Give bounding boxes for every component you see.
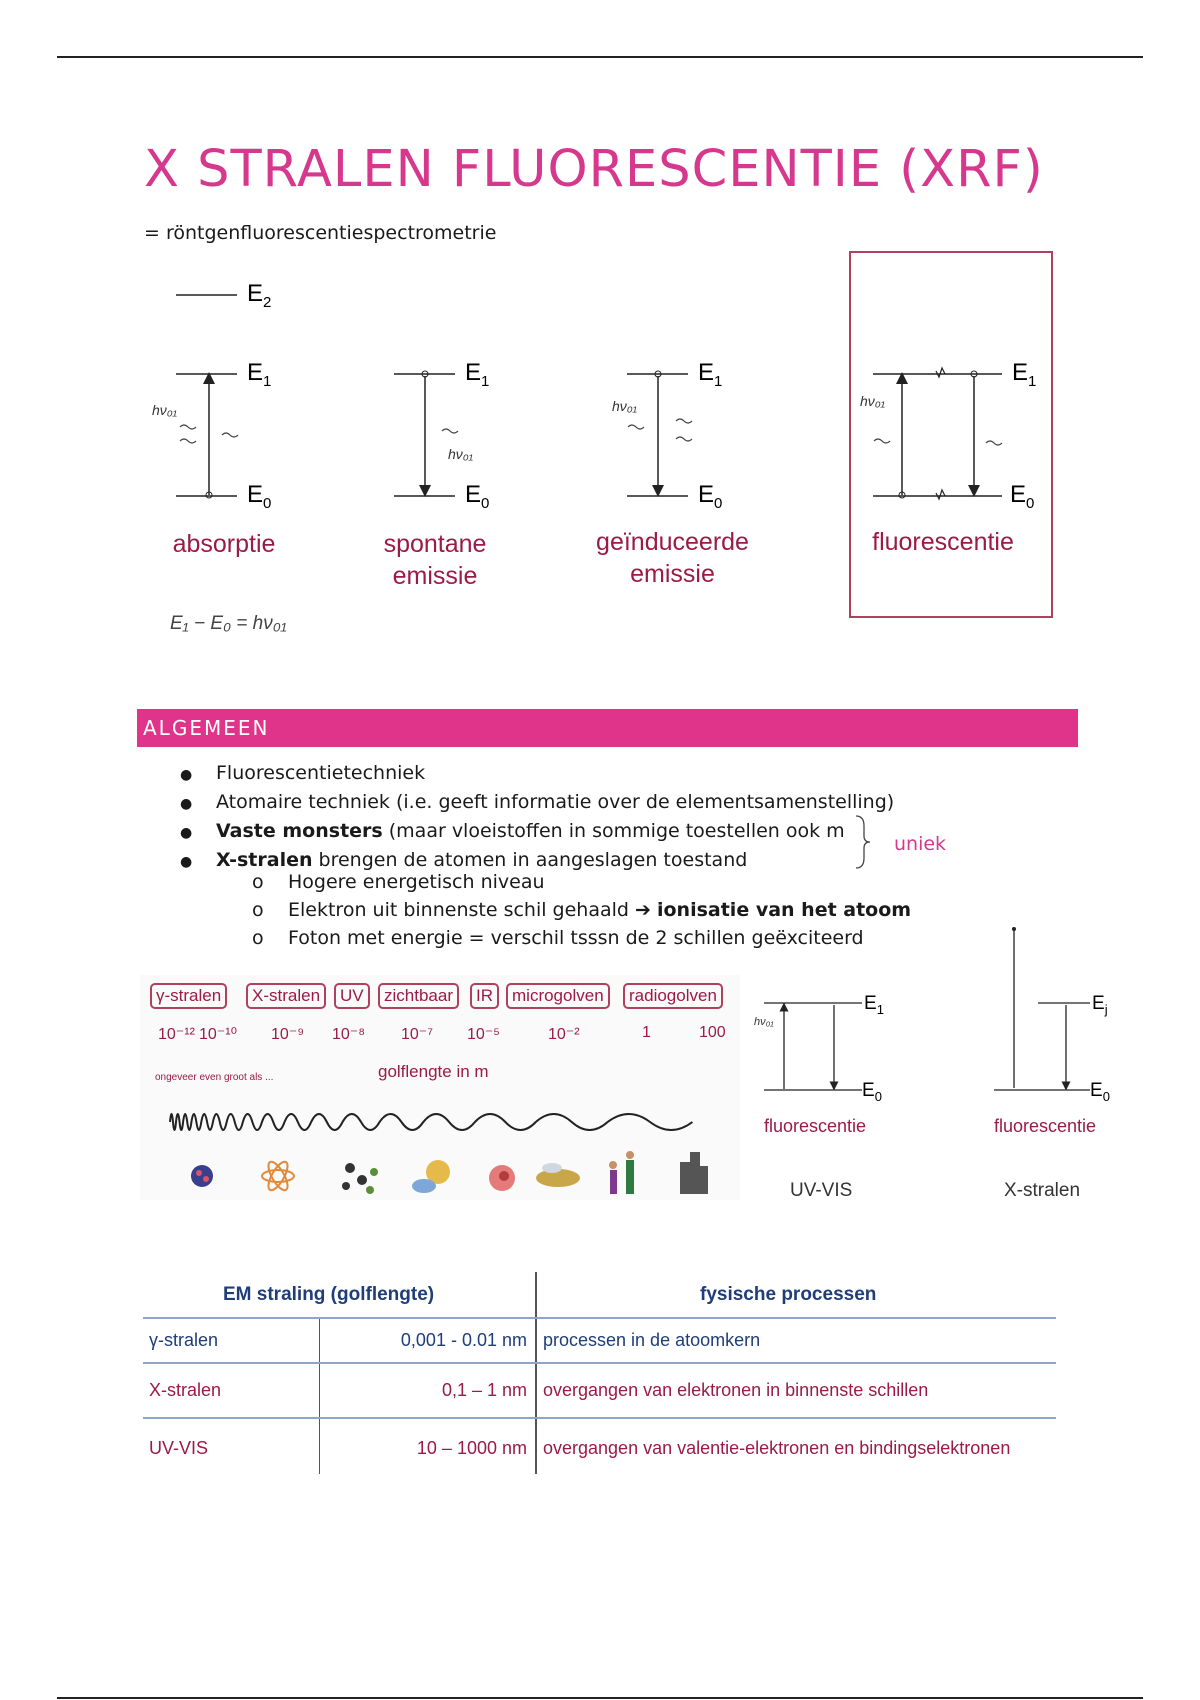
size-note: ongeveer even groot als ... bbox=[155, 1072, 274, 1083]
bottom-rule bbox=[57, 1697, 1143, 1699]
svg-text:E1: $E_1$ bbox=[465, 359, 490, 390]
cell-icon bbox=[489, 1165, 515, 1191]
svg-text:E0: $E_0$ bbox=[247, 481, 272, 512]
wave-illustration bbox=[160, 1100, 720, 1210]
people-icon bbox=[609, 1151, 634, 1194]
fluor-label-uvvis: fluorescentie bbox=[763, 1116, 867, 1136]
bee-icon bbox=[536, 1163, 580, 1187]
band-visible: zichtbaar bbox=[378, 983, 459, 1009]
panel-label-spontane: spontane emissie bbox=[383, 530, 487, 590]
page-title: X STRALEN FLUORESCENTIE (XRF) bbox=[144, 140, 1044, 199]
list-item: ● X-stralen brengen de atomen in aangeslagen toestand bbox=[180, 849, 748, 871]
band-x: X-stralen bbox=[246, 983, 326, 1009]
svg-text:E1: $E_1$ bbox=[864, 993, 884, 1017]
wl-0: 10⁻¹² bbox=[158, 1026, 195, 1043]
svg-text:hν₀₁: hν₀₁ bbox=[448, 446, 474, 462]
svg-text:E0: $E_0$ bbox=[698, 481, 723, 512]
section-bar bbox=[137, 709, 1078, 747]
svg-text:E0: $E_0$ bbox=[862, 1080, 882, 1104]
svg-text:hν₀₁: hν₀₁ bbox=[754, 1016, 774, 1028]
list-item: o Elektron uit binnenste schil gehaald ➔ ionisatie van het atoom bbox=[252, 899, 912, 921]
band-gamma: γ-stralen bbox=[150, 983, 227, 1009]
list-item: ● Fluorescentietechniek bbox=[180, 762, 426, 784]
wl-3: 10⁻⁸ bbox=[332, 1026, 365, 1043]
section-title: ALGEMEEN bbox=[143, 716, 270, 740]
em-table: EM straling (golflengte) fysische processen γ-stralen 0,001 - 0.01 nm processen in de atoomkern X-stralen 0,1 – 1 nm overgangen van elektronen in binnenste schillen UV-VIS 10 – 1000 nm overgangen van valentie-elektronen en bindingselektronen bbox=[143, 1272, 1056, 1474]
top-rule bbox=[57, 56, 1143, 58]
caption-x: X-stralen bbox=[1004, 1180, 1081, 1201]
wl-2: 10⁻⁹ bbox=[271, 1026, 305, 1043]
atom-icon bbox=[262, 1159, 294, 1193]
molecule-icon bbox=[342, 1163, 378, 1194]
panel-label-geinduceerde: geïnduceerde emissie bbox=[596, 528, 749, 588]
wl-8: 100 bbox=[699, 1024, 726, 1041]
panel-label-fluorescentie: fluorescentie bbox=[872, 528, 1014, 556]
band-uv: UV bbox=[334, 983, 370, 1009]
band-radio: radiogolven bbox=[623, 983, 723, 1009]
bullet-list bbox=[180, 760, 894, 876]
svg-text:E1: $E_1$ bbox=[698, 359, 723, 390]
level-e2-label: $E_2$ bbox=[247, 280, 272, 311]
page-subtitle: = röntgenfluorescentiespectrometrie bbox=[144, 222, 497, 244]
wl-7: 1 bbox=[642, 1024, 651, 1041]
energy-equation: E₁ − E₀ = hν₀₁ bbox=[170, 613, 287, 634]
caption-uvvis: UV-VIS bbox=[790, 1180, 853, 1201]
table-header-proc: fysische processen bbox=[700, 1284, 877, 1305]
band-micro: microgolven bbox=[506, 983, 610, 1009]
band-ir: IR bbox=[470, 983, 499, 1009]
panel-label-absorptie: absorptie bbox=[172, 530, 276, 558]
fluor-label-x: fluorescentie bbox=[993, 1116, 1097, 1136]
virus-icon bbox=[412, 1160, 450, 1193]
svg-text:hν₀₁: hν₀₁ bbox=[612, 398, 638, 414]
svg-text:E1: $E_1$ bbox=[1012, 359, 1037, 390]
svg-text:hν₀₁: hν₀₁ bbox=[152, 402, 178, 418]
table-header-em: EM straling (golflengte) bbox=[223, 1284, 435, 1305]
list-item: ● Atomaire techniek (i.e. geeft informatie over de elementsamenstelling) bbox=[180, 791, 895, 813]
svg-text:E0: $E_0$ bbox=[465, 481, 490, 512]
list-item: ● Vaste monsters (maar vloeistoffen in sommige toestellen ook m bbox=[180, 820, 845, 842]
list-item: o Hogere energetisch niveau bbox=[252, 871, 545, 893]
fluorescence-comparison bbox=[750, 925, 1130, 1215]
svg-text:hν₀₁: hν₀₁ bbox=[860, 393, 886, 409]
brace-mark bbox=[852, 814, 872, 870]
annotation-uniek: uniek bbox=[894, 833, 947, 855]
svg-text:E0: $E_0$ bbox=[1010, 481, 1035, 512]
svg-text:E1: $E_1$ bbox=[247, 359, 272, 390]
wl-6: 10⁻² bbox=[548, 1026, 580, 1043]
wl-4: 10⁻⁷ bbox=[401, 1026, 434, 1043]
list-item: o Foton met energie = verschil tsssn de 2 schillen geëxciteerd bbox=[252, 927, 864, 949]
svg-text:E0: $E_0$ bbox=[1090, 1080, 1110, 1104]
size-icons bbox=[191, 1151, 708, 1194]
svg-text:Ej: $E_j$ bbox=[1092, 993, 1108, 1017]
building-icon bbox=[680, 1152, 708, 1194]
axis-label: golflengte in m bbox=[378, 1062, 489, 1081]
wl-1: 10⁻¹⁰ bbox=[199, 1026, 237, 1043]
atom-nucleus-icon bbox=[191, 1165, 213, 1187]
wl-5: 10⁻⁵ bbox=[467, 1026, 500, 1043]
